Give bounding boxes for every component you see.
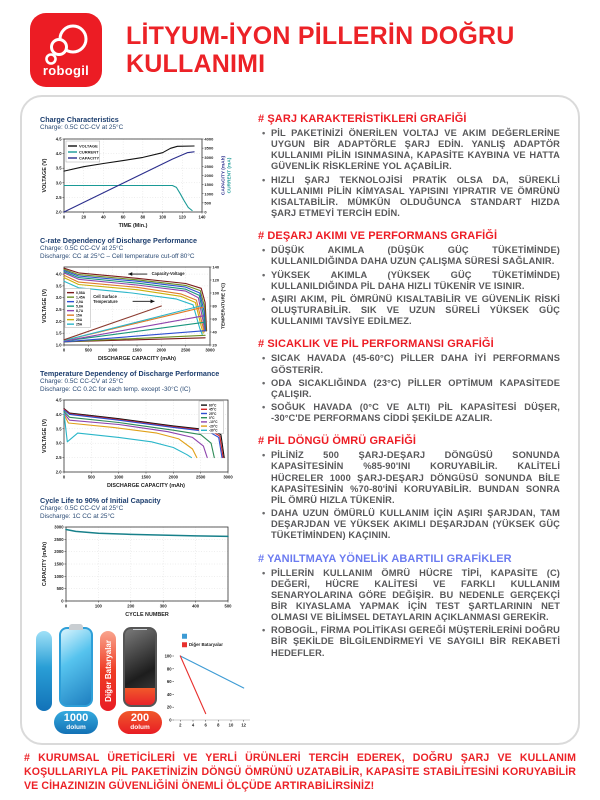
svg-text:20A: 20A [76,317,83,322]
svg-text:2500: 2500 [181,347,191,353]
crate-chart-canvas [40,263,236,363]
chart-subtitle: Discharge: CC at 25°C – Cell temperature cut-off 80°C [40,253,195,260]
bullet-item: • ROBOGİL, FİRMA POLİTİKASI GEREĞİ MÜŞTERİLERİNİ DOĞRU BİR ŞEKİLDE BİLGİLENDİRMEYİ VE SAYGILI BİR REKABETİ HEDEFLER. [271,625,560,658]
svg-text:2.5: 2.5 [55,307,62,313]
section-bullet-list [258,245,560,327]
section-heading: # PİL DÖNGÜ ÖMRÜ GRAFİĞİ [258,435,417,448]
info-section [258,435,560,541]
svg-text:1500: 1500 [204,182,214,188]
svg-text:2.0: 2.0 [55,318,62,324]
comparison-mini-chart-canvas [164,630,250,734]
info-section [258,338,560,424]
section-heading: # DEŞARJ AKIMI VE PERFORMANS GRAFİĞİ [258,230,498,243]
svg-text:2.0: 2.0 [55,209,62,215]
section-bullet-list [258,568,560,659]
svg-text:TEMPERATURE (°C): TEMPERATURE (°C) [221,282,227,330]
svg-text:3.5: 3.5 [55,165,62,171]
svg-text:VOLTAGE: VOLTAGE [79,143,98,149]
svg-text:100: 100 [159,214,167,220]
svg-text:2000: 2000 [204,173,214,178]
svg-text:-30°C: -30°C [209,428,218,433]
bad-battery-column [118,627,162,734]
svg-text:45°C: 45°C [209,407,217,412]
svg-text:2000: 2000 [54,549,64,555]
svg-text:2,9A: 2,9A [76,299,84,304]
charts-column [36,111,250,735]
svg-text:-10°C: -10°C [209,420,218,425]
svg-text:80: 80 [166,666,172,672]
section-bullet-list [258,450,560,541]
good-cycles-value: 1000 [63,712,89,724]
svg-text:60: 60 [212,316,217,322]
battery-nub [133,627,147,630]
text-column [250,111,570,735]
svg-text:60°C: 60°C [209,403,217,408]
svg-text:1500: 1500 [141,474,151,480]
svg-text:25°C: 25°C [209,411,217,416]
bullet-item: • PİLİNİZ 500 ŞARJ-DEŞARJ DÖNGÜSÜ SONUNDA KAPASİTESİNİN %85-90'INI KORUYABİLİR. KALİTELİ HÜCRELER 1000 ŞARJ-DEŞARJ DÖNGÜSÜ SONUNDA BİLE KAPASİTESİNİN %70-80'İNİ KORUYABİLİR. BUNDAN SONRA PİL ÖMRÜ HIZLA TÜKENİR. [271,450,560,506]
svg-text:0: 0 [62,347,66,353]
chart-cycle-life [36,496,250,619]
svg-text:2: 2 [179,722,182,728]
chart-temperature-discharge [36,369,250,490]
section-heading: # ŞARJ KARAKTERİSTİKLERİ GRAFİĞİ [258,113,467,125]
svg-text:60: 60 [166,679,172,685]
svg-text:3.5: 3.5 [55,283,62,289]
svg-text:DISCHARGE CAPACITY (mAh): DISCHARGE CAPACITY (mAh) [98,356,176,362]
battery-capsule-blue [36,631,52,711]
logo-wordmark: robogil [42,63,90,78]
cycle-chart-canvas [40,523,236,619]
other-batteries-capsule [100,631,116,711]
footer-note: # KURUMSAL ÜRETİCİLERİ VE YERLİ ÜRÜNLERİ TERCİH EDEREK, DOĞRU ŞARJ VE KULLANIM KOŞULLARIYLA PİL PAKETİNİZİN DÖNGÜ ÖMRÜNÜ UZATABİLİR, KAPASİTE STABİLİTESİNİ KORUYABİLİR VE CİHAZINIZIN GÜVENLİĞİNİ ÖNEMLİ ÖLÇÜDE ARTIRABİLİRSİNİZ! [24,752,576,792]
svg-text:-20°C: -20°C [209,424,218,429]
chart-title: C-rate Dependency of Discharge Performance [40,236,197,245]
svg-text:12: 12 [241,722,247,728]
svg-text:0°C: 0°C [209,416,215,420]
svg-text:20: 20 [81,214,87,220]
svg-text:VOLTAGE (V): VOLTAGE (V) [42,158,48,193]
robogil-logo [30,13,102,87]
battery-full-icon [59,627,93,707]
section-bullet-list [258,128,560,219]
section-heading: # SICAKLIK VE PİL PERFORMANSI GRAFİĞİ [258,338,494,351]
svg-text:1500: 1500 [132,347,142,353]
svg-text:Cell Surface: Cell Surface [93,294,117,300]
svg-text:4.5: 4.5 [55,136,62,142]
svg-text:4000: 4000 [204,136,214,142]
svg-text:400: 400 [192,603,200,609]
svg-text:120: 120 [212,277,220,283]
page-title-line2: KULLANIMI [126,50,266,78]
info-section [258,553,560,659]
section-bullet-list [258,353,560,424]
svg-text:3000: 3000 [205,347,215,353]
svg-text:500: 500 [204,200,212,206]
robogil-circles-icon [40,22,92,66]
svg-text:3.5: 3.5 [55,426,62,432]
svg-text:CAPACITY (mAh): CAPACITY (mAh) [42,541,48,587]
svg-text:2.5: 2.5 [55,194,62,200]
svg-text:40: 40 [212,329,217,335]
chart-title: Charge Characteristics [40,115,119,124]
svg-text:3000: 3000 [223,474,233,480]
svg-text:4.0: 4.0 [55,411,62,417]
svg-text:500: 500 [84,347,92,353]
chart-subtitle: Discharge: CC 0.2C for each temp. except -30°C (IC) [40,386,191,393]
svg-text:3.0: 3.0 [55,295,62,301]
svg-text:80: 80 [140,214,146,220]
bad-cycles-unit: dolum [130,723,150,731]
battery-low-icon [123,627,157,707]
svg-text:4.0: 4.0 [55,271,62,277]
svg-text:40: 40 [101,214,106,220]
bullet-item: • YÜKSEK AKIMLA (YÜKSEK GÜÇ TÜKETİMİNDE) KULLANILDIĞINDA PİL DAHA HIZLI TÜKENİR VE ISINIR. [271,270,560,292]
chart-subtitle: Charge: 0.5C CC-CV at 25°C [40,245,124,252]
svg-text:15A: 15A [76,313,83,318]
bullet-item: • SICAK HAVADA (45-60°C) PİLLER DAHA İYİ PERFORMANS GÖSTERİR. [271,353,560,375]
svg-text:CURRENT: CURRENT [79,149,99,155]
svg-text:2.0: 2.0 [55,469,62,475]
svg-text:0: 0 [61,598,64,604]
header [30,13,515,87]
svg-text:8: 8 [217,722,220,728]
bullet-item: • SOĞUK HAVADA (0°C VE ALTI) PİL KAPASİTESİ DÜŞER, -30°C'DE PERFORMANS CİDDİ ŞEKİLDE AZALIR. [271,402,560,424]
svg-text:Capacity-Voltage: Capacity-Voltage [151,270,185,276]
svg-text:CAPACITY: CAPACITY [79,155,100,161]
section-heading: # YANILTMAYA YÖNELİK ABARTILI GRAFİKLER [258,552,512,565]
svg-text:3500: 3500 [204,145,214,151]
svg-text:1000: 1000 [204,191,214,197]
svg-text:4: 4 [191,722,195,728]
chart-crate-discharge [36,236,250,363]
chart-subtitle: Discharge: 1C CC at 25°C [40,513,115,520]
bullet-item: • AŞIRI AKIM, PİL ÖMRÜNÜ KISALTABİLİR VE GÜVENLİK RİSKİ OLUŞTURABİLİR. SIK VE UZUN SÜRELİ YÜKSEK GÜÇ KULLANIMI TAVSİYE EDİLMEZ. [271,294,560,327]
svg-text:300: 300 [159,603,167,609]
bullet-item: • PİL PAKETİNİZİ ÖNERİLEN VOLTAJ VE AKIM DEĞERLERİNE UYGUN BİR ADAPTÖRLE ŞARJ EDİN. YANLIŞ ADAPTÖR KULLANIMI PİLİN ISINMASINA, KAPASİTE KAYBINA VE HATTA GÜVENLİK RİSKLERİNE YOL AÇABİLİR. [271,128,560,173]
svg-text:5,8A: 5,8A [76,304,84,309]
svg-text:20: 20 [212,342,217,348]
svg-text:140: 140 [198,214,206,220]
svg-text:CURRENT (mA): CURRENT (mA) [227,157,233,194]
svg-text:2000: 2000 [168,474,178,480]
svg-text:140: 140 [212,264,220,270]
bad-battery-badge [118,711,162,734]
bullet-item: • PİLLERİN KULLANIM ÖMRÜ HÜCRE TİPİ, KAPASİTE (C) DEĞERİ, HÜCRE KALİTESİ VE FARKLI KULLANIM SENARYOLARINA GÖRE DEĞİŞİR. BU NEDENLE GERÇEKÇİ BİR KIYASLAMA YAPMAK İÇİN TEST ŞARTLARININ NET OLMASI VE BİLİMSEL DETAYLARIN AÇIKLANMASI GEREKİR. [271,568,560,624]
svg-text:1000: 1000 [108,347,118,353]
bullet-item: • DAHA UZUN ÖMÜRLÜ KULLANIM İÇİN AŞIRI ŞARJDAN, TAM DEŞARJDAN VE YÜKSEK AKIMLI DEŞARJDAN (YÜKSEK GÜÇ TÜKETİMİNDEN) KAÇININ. [271,508,560,541]
svg-text:VOLTAGE (V): VOLTAGE (V) [42,419,48,453]
chart-subtitle: Charge: 0.5C CC-CV at 25°C [40,505,124,512]
svg-text:CAPACITY (mAh): CAPACITY (mAh) [221,155,227,196]
svg-text:120: 120 [178,214,186,220]
chart-subtitle: Charge: 0.5C CC-CV at 25°C [40,378,124,385]
svg-text:500: 500 [224,603,232,609]
battery-illustration [36,627,250,734]
bad-cycles-value: 200 [130,712,150,724]
svg-text:3.0: 3.0 [55,180,62,186]
good-cycles-unit: dolum [66,723,86,731]
svg-text:3.0: 3.0 [55,440,62,446]
svg-text:2500: 2500 [196,474,206,480]
svg-text:4.0: 4.0 [55,151,62,157]
good-battery-badge [54,711,98,734]
svg-text:8,7A: 8,7A [76,308,84,313]
svg-text:Temperature: Temperature [93,299,118,304]
svg-text:VOLTAGE (V): VOLTAGE (V) [42,289,48,323]
svg-text:100: 100 [94,603,102,609]
svg-text:200: 200 [127,603,135,609]
page-title [126,22,515,78]
charge-chart-canvas [40,134,236,230]
svg-text:2.5: 2.5 [55,455,62,461]
svg-text:100: 100 [212,290,220,296]
svg-text:1000: 1000 [114,474,124,480]
svg-text:2500: 2500 [204,163,214,169]
svg-text:TIME (Min.): TIME (Min.) [118,223,148,229]
svg-text:10: 10 [228,722,234,728]
svg-text:1000: 1000 [54,573,64,579]
battery-low-fill [125,688,155,705]
svg-text:Diğer Bataryalar: Diğer Bataryalar [189,642,223,648]
svg-text:DISCHARGE CAPACITY (mAh): DISCHARGE CAPACITY (mAh) [107,483,185,489]
svg-text:1.5: 1.5 [55,330,62,336]
other-batteries-label: Diğer Bataryalar [103,640,113,703]
svg-text:0: 0 [62,214,66,220]
svg-text:0: 0 [169,717,172,723]
content-card [20,95,580,745]
temperature-chart-canvas [40,396,236,490]
svg-text:1,45A: 1,45A [76,295,86,300]
svg-text:500: 500 [56,586,64,592]
svg-text:3000: 3000 [54,524,64,530]
chart-title: Cycle Life to 90% of Initial Capacity [40,496,161,505]
svg-text:500: 500 [87,474,95,480]
bullet-item: • HIZLI ŞARJ TEKNOLOJİSİ PRATİK OLSA DA, SÜREKLİ KULLANIMI PİLİN KİMYASAL YAPISINI YIPRATIR VE ÖMRÜNÜ KISALTABİLİR. MÜMKÜN OLDUĞUNCA STANDART HIZDA ŞARJ ETMEYİ TERCİH EDİN. [271,175,560,220]
svg-text:0: 0 [64,603,68,609]
svg-text:CYCLE NUMBER: CYCLE NUMBER [125,612,169,618]
svg-text:60: 60 [120,214,126,220]
bullet-item: • ODA SICAKLIĞINDA (23°C) PİLLER OPTİMUM KAPASİTEDE ÇALIŞIR. [271,378,560,400]
svg-text:2500: 2500 [54,536,64,542]
svg-text:0,58A: 0,58A [76,290,86,295]
svg-text:100: 100 [164,653,172,659]
page-title-line1: LİTYUM-İYON PİLLERİN DOĞRU [126,22,515,50]
svg-text:20: 20 [166,705,172,711]
svg-text:4.5: 4.5 [55,397,62,403]
chart-charge-characteristics [36,115,250,230]
svg-text:3000: 3000 [204,154,214,160]
bullet-item: • DÜŞÜK AKIMLA (DÜŞÜK GÜÇ TÜKETİMİNDE) KULLANILDIĞINDA DAHA UZUN ÇALIŞMA SÜRESİ SAĞLANIR. [271,245,560,267]
chart-title: Temperature Dependency of Discharge Performance [40,369,220,378]
svg-text:2000: 2000 [156,347,166,353]
svg-text:1.0: 1.0 [55,342,62,348]
battery-nub [69,624,83,630]
svg-text:1500: 1500 [54,561,64,567]
info-section [258,230,560,327]
info-section [258,113,560,219]
svg-text:25A: 25A [76,322,83,327]
chart-subtitle: Charge: 0.5C CC-CV at 25°C [40,124,124,131]
svg-text:0: 0 [62,474,66,480]
good-battery-column [54,627,98,734]
svg-text:80: 80 [212,303,217,309]
svg-text:0: 0 [204,209,207,215]
svg-text:6: 6 [204,722,207,728]
svg-text:40: 40 [166,692,172,698]
